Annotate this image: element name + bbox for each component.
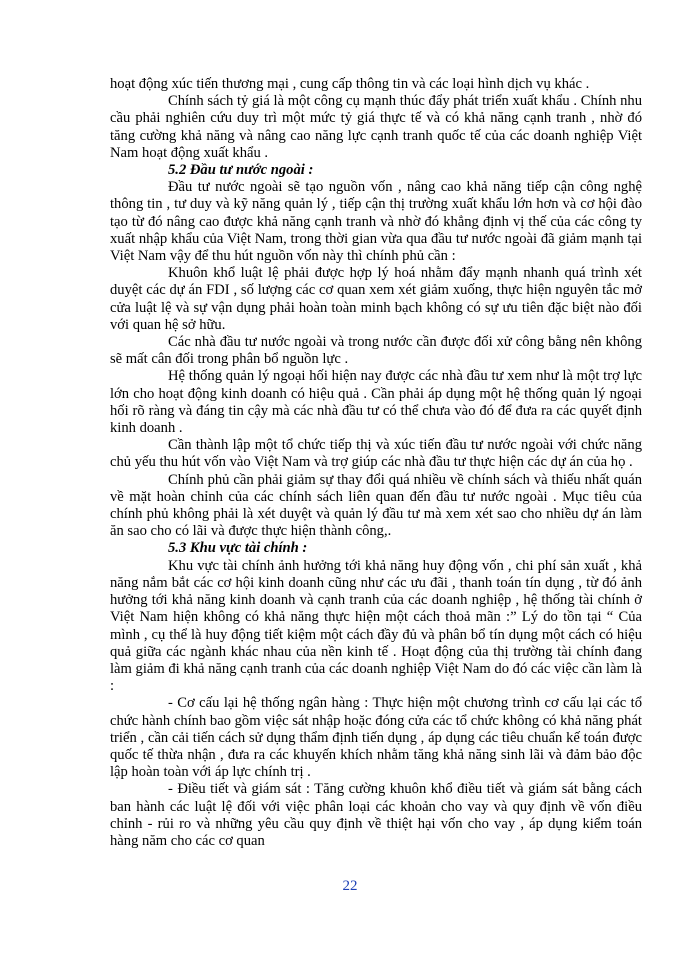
section-heading-5-3: 5.3 Khu vực tài chính :	[168, 540, 308, 557]
paragraph-foreign-investment: Đầu tư nước ngoài sẽ tạo nguồn vốn , nâng cao khả năng tiếp cận công nghệ thông tin , tư duy và kỹ năng quản lý , tiếp cận thị trường xuất khẩu lớn hơn và cơ hội đào tạo từ đó nâng cao được khả năng cạnh tranh và nhờ đó khẳng định vị thế của các công ty xuất nhập khẩu của Việt Nam, trong thời gian vừa qua đầu tư nước ngoài đã giảm mạnh tại Việt Nam vậy để thu hút nguồn vốn này thì chính phủ cần :	[110, 179, 642, 265]
paragraph-fair-treatment: Các nhà đầu tư nước ngoài và trong nước cần được đối xử công bằng nên không sẽ mất cân đối trong phân bổ nguồn lực .	[110, 334, 642, 368]
paragraph-policy-consistency: Chính phủ cần phải giảm sự thay đổi quá nhiều về chính sách và thiếu nhất quán về mặt hoàn chỉnh của các chính sách liên quan đến đầu tư nước ngoài . Mục tiêu của chính phủ không phải là xét duyệt và quản lý đầu tư mà xem xét sao cho nhiều dự án làm ăn sao cho có lãi và được thực hiện thành công,.	[110, 471, 642, 540]
body-text	[110, 76, 642, 850]
paragraph-financial-sector: Khu vực tài chính ảnh hưởng tới khả năng huy động vốn , chi phí sản xuất , khả năng nắm bắt các cơ hội kinh doanh cũng như các ưu đãi , thanh toán tín dụng , từ đó ảnh hưởng tới khả năng kinh doanh và cạnh tranh của các doanh nghiệp , hệ thống tài chính ở Việt Nam hiện không có khả năng thực hiện một cách thoả mãn :” Lý do tồn tại “ Của mình , cụ thể là huy động tiết kiệm một cách đầy đủ và phân bổ tín dụng một cách có hiệu quả giữa các ngành khác nhau của nền kinh tế . Hoạt động của thị trường tài chính đang làm giảm đi khả năng cạnh tranh của các doanh nghiệp Việt Nam do đó các việc cần làm là :	[110, 557, 642, 695]
paragraph-foreign-exchange: Hệ thống quản lý ngoại hối hiện nay được các nhà đầu tư xem như là một trợ lực lớn cho hoạt động kinh doanh có hiệu quả . Cần phải áp dụng một hệ thống quản lý ngoại hối rõ ràng và đáng tin cậy mà các nhà đầu tư có thể chưa vào đó để đưa ra các quyết định kinh doanh .	[110, 368, 642, 437]
section-heading-5-2: 5.2 Đầu tư nước ngoài :	[168, 162, 314, 179]
paragraph-continuation: hoạt động xúc tiến thương mại , cung cấp thông tin và các loại hình dịch vụ khác .	[110, 76, 590, 92]
paragraph-promotion-organization: Cần thành lập một tổ chức tiếp thị và xúc tiến đầu tư nước ngoài với chức năng chủ yếu thu hút vốn vào Việt Nam và trợ giúp các nhà đầu tư thực hiện các dự án của họ .	[110, 437, 642, 471]
paragraph-legal-framework: Khuôn khổ luật lệ phải được hợp lý hoá nhằm đẩy mạnh nhanh quá trình xét duyệt các dự án FDI , số lượng các cơ quan xem xét giảm xuống, thực hiện nguyên tắc mở cửa luật lệ và sự vận dụng phải hoàn toàn minh bạch không có sự ưu tiên đặc biệt nào đối với quan hệ sở hữu.	[110, 265, 642, 333]
page-number: 22	[342, 878, 358, 894]
bullet-regulation-supervision: - Điều tiết và giám sát : Tăng cường khuôn khổ điều tiết và giám sát bằng cách ban hành các luật lệ đối với việc phân loại các khoản cho vay và quy định về vốn điều chỉnh - rủi ro và những yêu cầu quy định về thiệt hại vốn cho vay , áp dụng kiểm toán hàng năm cho các cơ quan	[110, 781, 642, 849]
bullet-banking-restructure: - Cơ cấu lại hệ thống ngân hàng : Thực hiện một chương trình cơ cấu lại các tổ chức hành chính bao gồm việc sát nhập hoặc đóng cửa các tổ chức không có khả năng phát triển , cần cải tiến cách sử dụng thẩm định tiến dụng , áp dụng các tiêu chuẩn kế toán được quốc tế thừa nhận , đưa ra các khuyến khích nhằm tăng khả năng sinh lãi và đảm bảo độc lập hoàn toàn với áp lực chính trị .	[110, 695, 642, 781]
paragraph-exchange-rate-policy: Chính sách tỷ giá là một công cụ mạnh thúc đẩy phát triển xuất khẩu . Chính nhu cầu phải nghiên cứu duy trì một mức tỷ giá thực tế và có khả năng cạnh tranh , nhờ đó tăng cường khả năng và nâng cao năng lực cạnh tranh quốc tế của các doanh nghiệp Việt Nam hoạt động xuất khẩu .	[110, 93, 642, 161]
